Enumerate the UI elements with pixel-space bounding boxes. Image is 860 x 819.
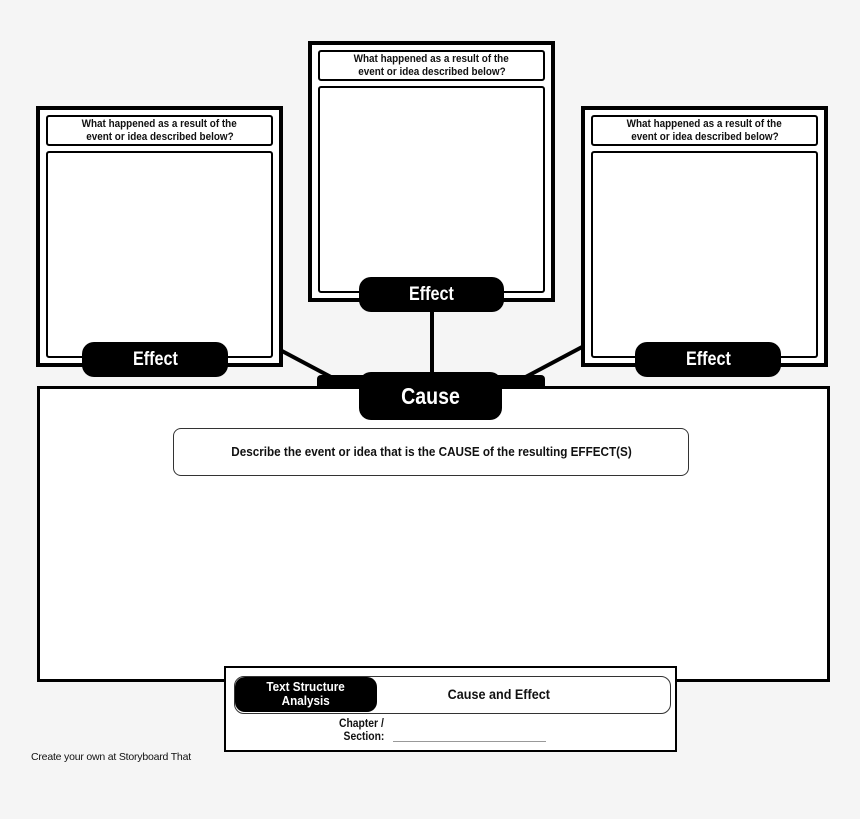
footer-title-row bbox=[234, 676, 671, 714]
effect-label-right: Effect bbox=[635, 342, 781, 377]
effect-answer-left[interactable] bbox=[46, 151, 273, 358]
connector-center bbox=[430, 311, 434, 377]
effect-answer-center[interactable] bbox=[318, 86, 545, 293]
storyboard-credit: Create your own at Storyboard That bbox=[31, 751, 191, 763]
chapter-section-field[interactable] bbox=[393, 741, 546, 742]
effect-card-right bbox=[581, 106, 828, 367]
effect-prompt-center: What happened as a result of the event or idea described below? bbox=[318, 50, 545, 81]
effect-prompt-right: What happened as a result of the event or idea described below? bbox=[591, 115, 818, 146]
effect-answer-right[interactable] bbox=[591, 151, 818, 358]
cause-prompt: Describe the event or idea that is the CAUSE of the resulting EFFECT(S) bbox=[173, 428, 689, 476]
footer-info-box bbox=[224, 666, 677, 752]
effect-label-center: Effect bbox=[359, 277, 504, 312]
effect-card-left bbox=[36, 106, 283, 367]
effect-card-center bbox=[308, 41, 555, 302]
footer-title: Cause and Effect bbox=[447, 686, 550, 702]
effect-prompt-left: What happened as a result of the event or idea described below? bbox=[46, 115, 273, 146]
effect-label-left: Effect bbox=[82, 342, 228, 377]
text-structure-badge: Text Structure Analysis bbox=[235, 677, 377, 712]
chapter-section-label: Chapter / Section: bbox=[339, 718, 384, 743]
cause-label: Cause bbox=[359, 372, 502, 420]
